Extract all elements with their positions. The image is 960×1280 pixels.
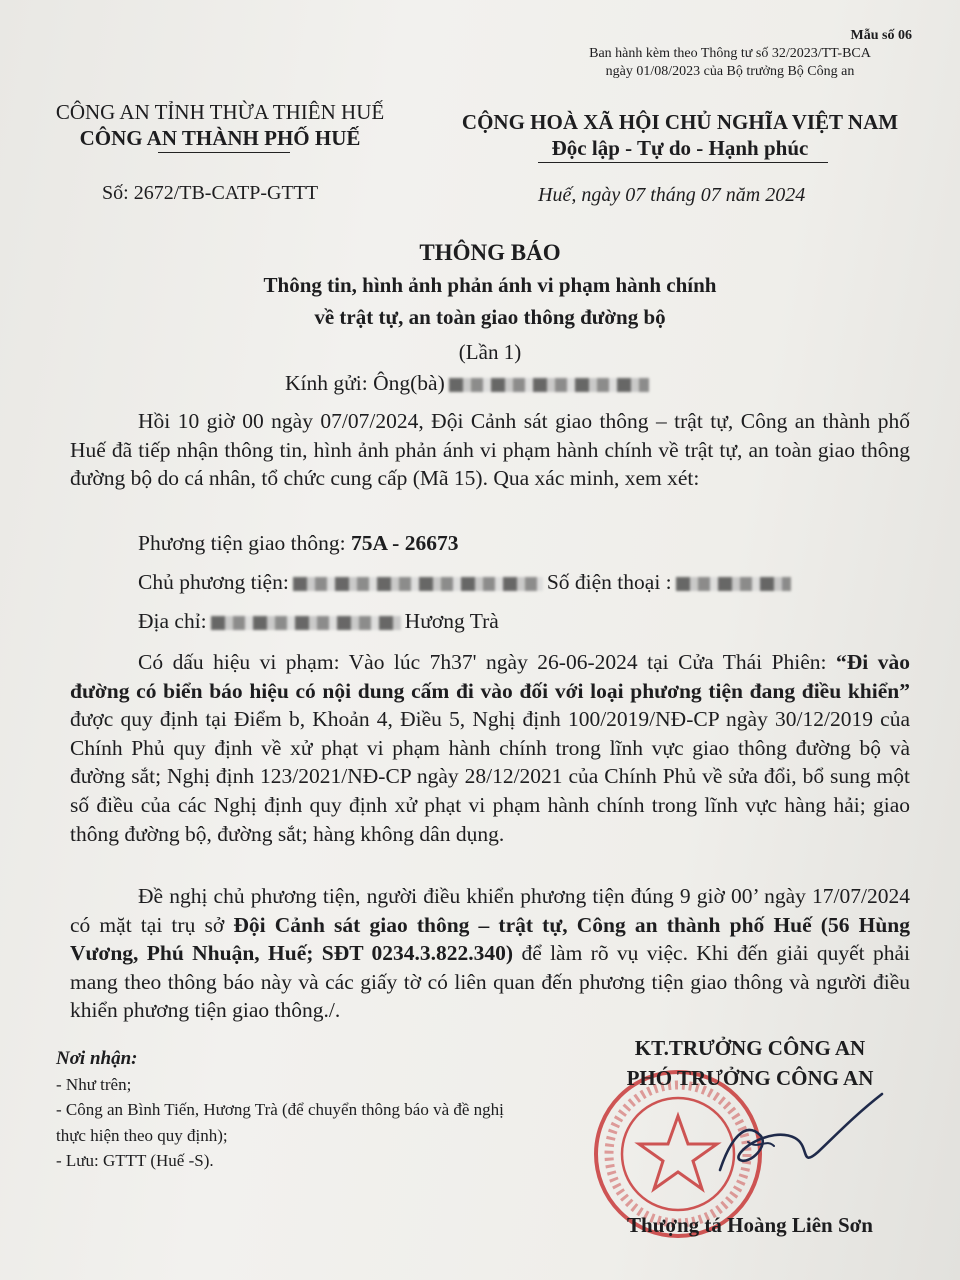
document-number: Số: 2672/TB-CATP-GTTT: [102, 182, 319, 204]
recipients-block: [56, 1046, 516, 1174]
signer-position-1: KT.TRƯỞNG CÔNG AN: [634, 1036, 866, 1060]
redacted-name: [449, 378, 649, 392]
agency-underline: [158, 152, 290, 153]
document-subtitle-1: Thông tin, hình ảnh phản ánh vi phạm hành chính: [263, 273, 717, 297]
recipient-line: Kính gửi: Ông(bà): [285, 371, 653, 396]
motto-underline: [538, 162, 828, 163]
signer-position-2: PHÓ TRƯỞNG CÔNG AN: [626, 1066, 874, 1090]
handwritten-signature: [700, 1080, 890, 1190]
intro-paragraph: Hồi 10 giờ 00 ngày 07/07/2024, Đội Cảnh sát giao thông – trật tự, Công an thành phố Huế đã tiếp nhận thông tin, hình ảnh phản ánh vi phạm hành chính về trật tự, an toàn giao thông đường bộ do cá nhân, tổ chức cung cấp (Mã 15). Qua xác minh, xem xét:: [70, 409, 910, 491]
document-title: THÔNG BÁO: [419, 240, 561, 265]
request-paragraph: Đề nghị chủ phương tiện, người điều khiển phương tiện đúng 9 giờ 00’ ngày 17/07/2024 có mặt tại trụ sở Đội Cảnh sát giao thông – trật tự, Công an thành phố Huế (56 Hùng Vương, Phú Nhuận, Huế; SĐT 0234.3.822.340) để làm rõ vụ việc. Khi đến giải quyết phải mang theo thông báo này và các giấy tờ có liên quan đến phương tiện giao thông và người điều khiển phương tiện giao thông./.: [70, 884, 910, 1023]
recipient-item-2: - Công an Bình Tiến, Hương Trà (để chuyển thông báo và đề nghị thực hiện theo quy định);: [56, 1100, 504, 1145]
vehicle-line: Phương tiện giao thông: 75A - 26673: [138, 531, 459, 555]
violation-paragraph: Có dấu hiệu vi phạm: Vào lúc 7h37' ngày 26-06-2024 tại Cửa Thái Phiên: “Đi vào đường có biển báo hiệu có nội dung cấm đi vào đối với loại phương tiện đang điều khiển” được quy định tại Điểm b, Khoản 4, Điều 5, Nghị định 100/2019/NĐ-CP ngày 30/12/2019 của Chính Phủ quy định về xử phạt vi phạm hành chính trong lĩnh vực giao thông đường bộ và đường sắt; Nghị định 123/2021/NĐ-CP ngày 28/12/2021 của Chính Phủ về sửa đổi, bổ sung một số điều của các Nghị định quy định xử phạt vi phạm hành chính trong lĩnh vực hàng hải; giao thông đường bộ, đường sắt; hàng không dân dụng.: [70, 650, 911, 846]
form-issued-line: Ban hành kèm theo Thông tư số 32/2023/TT-BCA: [589, 46, 871, 61]
owner-line: Chủ phương tiện: Số điện thoại :: [138, 570, 795, 595]
recipients-title: Nơi nhận:: [56, 1048, 138, 1069]
agency-parent: CÔNG AN TỈNH THỪA THIÊN HUẾ: [55, 100, 385, 124]
recipient-item-1: - Như trên;: [56, 1074, 132, 1094]
signer-name: Thượng tá Hoàng Liên Sơn: [627, 1213, 873, 1237]
document-date: Huế, ngày 07 tháng 07 năm 2024: [538, 184, 806, 206]
notice-count: (Lần 1): [458, 340, 522, 364]
form-number: Mẫu số 06: [850, 28, 912, 43]
redacted-address: [211, 616, 401, 630]
redacted-phone: [676, 577, 791, 591]
form-date-line: ngày 01/08/2023 của Bộ trưởng Bộ Công an: [605, 64, 855, 79]
agency-name: CÔNG AN THÀNH PHỐ HUẾ: [79, 126, 361, 150]
nation-motto: Độc lập - Tự do - Hạnh phúc: [551, 136, 809, 160]
nation-title: CỘNG HOÀ XÃ HỘI CHỦ NGHĨA VIỆT NAM: [461, 110, 899, 134]
document-subtitle-2: về trật tự, an toàn giao thông đường bộ: [314, 305, 666, 329]
redacted-owner: [293, 577, 543, 591]
recipient-item-3: - Lưu: GTTT (Huế -S).: [56, 1151, 214, 1170]
address-line: Địa chỉ: Hương Trà: [138, 609, 499, 633]
